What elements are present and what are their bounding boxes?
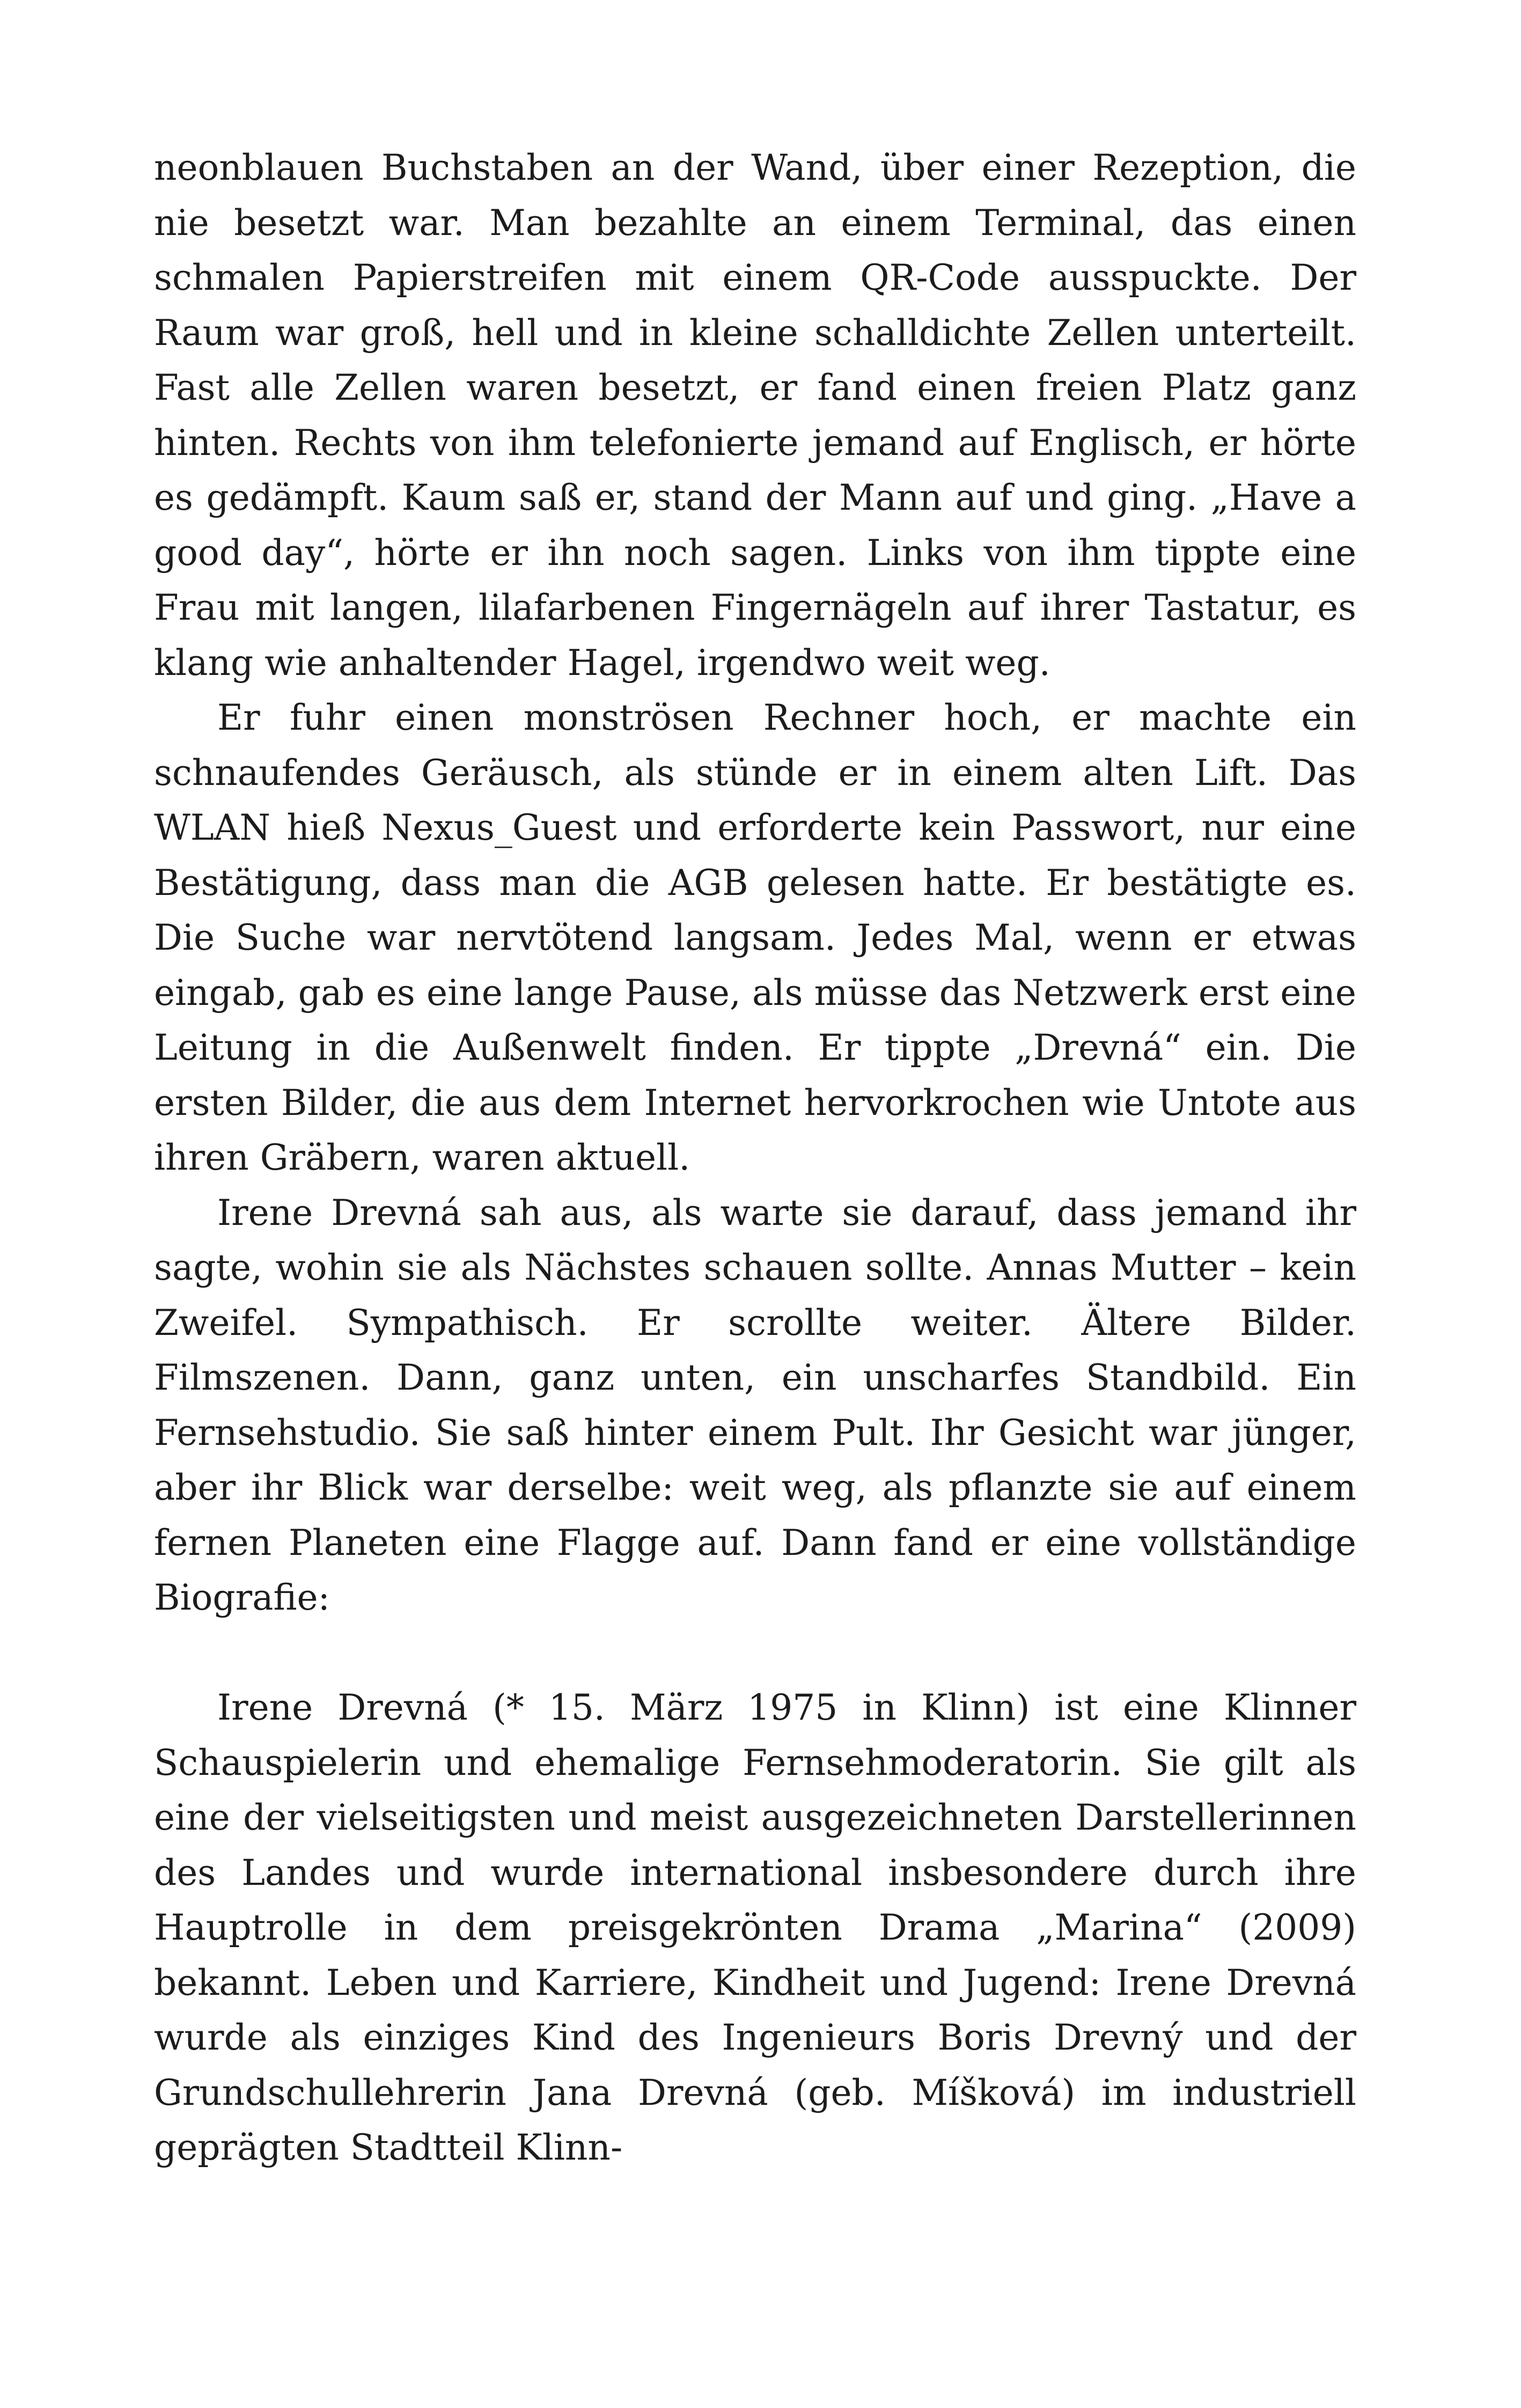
paragraph-2: Er fuhr einen monströsen Rechner hoch, er machte ein schnaufendes Geräusch, als stünde er in einem alten Lift. Das WLAN hieß Nexus_Guest und erforderte kein Passwort, nur eine Bestätigung, dass man die AGB gelesen hatte. Er bestätigte es. Die Suche war nervtötend langsam. Jedes Mal, wenn er etwas eingab, gab es eine lange Pause, als müsse das Netzwerk erst eine Leitung in die Außenwelt finden. Er tippte „Drevná“ ein. Die ersten Bilder, die aus dem Internet hervorkrochen wie Untote aus ihren Gräbern, waren aktuell. (154, 697, 1356, 1178)
paragraph-1: neonblauen Buchstaben an der Wand, über einer Rezeption, die nie besetzt war. Man bezahlte an einem Terminal, das einen schmalen Papierstreifen mit einem QR-Code ausspuckte. Der Raum war groß, hell und in kleine schalldichte Zellen unterteilt. Fast alle Zellen waren besetzt, er fand einen freien Platz ganz hinten. Rechts von ihm telefonierte jemand auf Englisch, er hörte es gedämpft. Kaum saß er, stand der Mann auf und ging. „Have a good day“, hörte er ihn noch sagen. Links von ihm tippte eine Frau mit langen, lilafarbenen Fingernägeln auf ihrer Tastatur, es klang wie anhaltender Hagel, irgendwo weit weg. (154, 147, 1356, 684)
paragraph-4: Irene Drevná (* 15. März 1975 in Klinn) ist eine Klinner Schauspielerin und ehemalige Fernsehmoderatorin. Sie gilt als eine der vielseitigsten und meist ausgezeichneten Darstellerinnen des Landes und wurde international insbesondere durch ihre Hauptrolle in dem preisgekrönten Drama „Marina“ (2009) bekannt. Leben und Karriere, Kindheit und Jugend: Irene Drevná wurde als einziges Kind des Ingenieurs Boris Drevný und der Grundschullehrerin Jana Drevná (geb. Míšková) im industriell geprägten Stadtteil Klinn- (154, 1687, 1356, 2168)
body-text (154, 141, 1356, 2176)
paragraph-3: Irene Drevná sah aus, als warte sie darauf, dass jemand ihr sagte, wohin sie als Nächstes schauen sollte. Annas Mutter – kein Zweifel. Sympathisch. Er scrollte weiter. Ältere Bilder. Filmszenen. Dann, ganz unten, ein unscharfes Standbild. Ein Fernsehstudio. Sie saß hinter einem Pult. Ihr Gesicht war jünger, aber ihr Blick war derselbe: weit weg, als pflanzte sie auf einem fernen Planeten eine Flagge auf. Dann fand er eine vollständige Biografie: (154, 1192, 1356, 1618)
